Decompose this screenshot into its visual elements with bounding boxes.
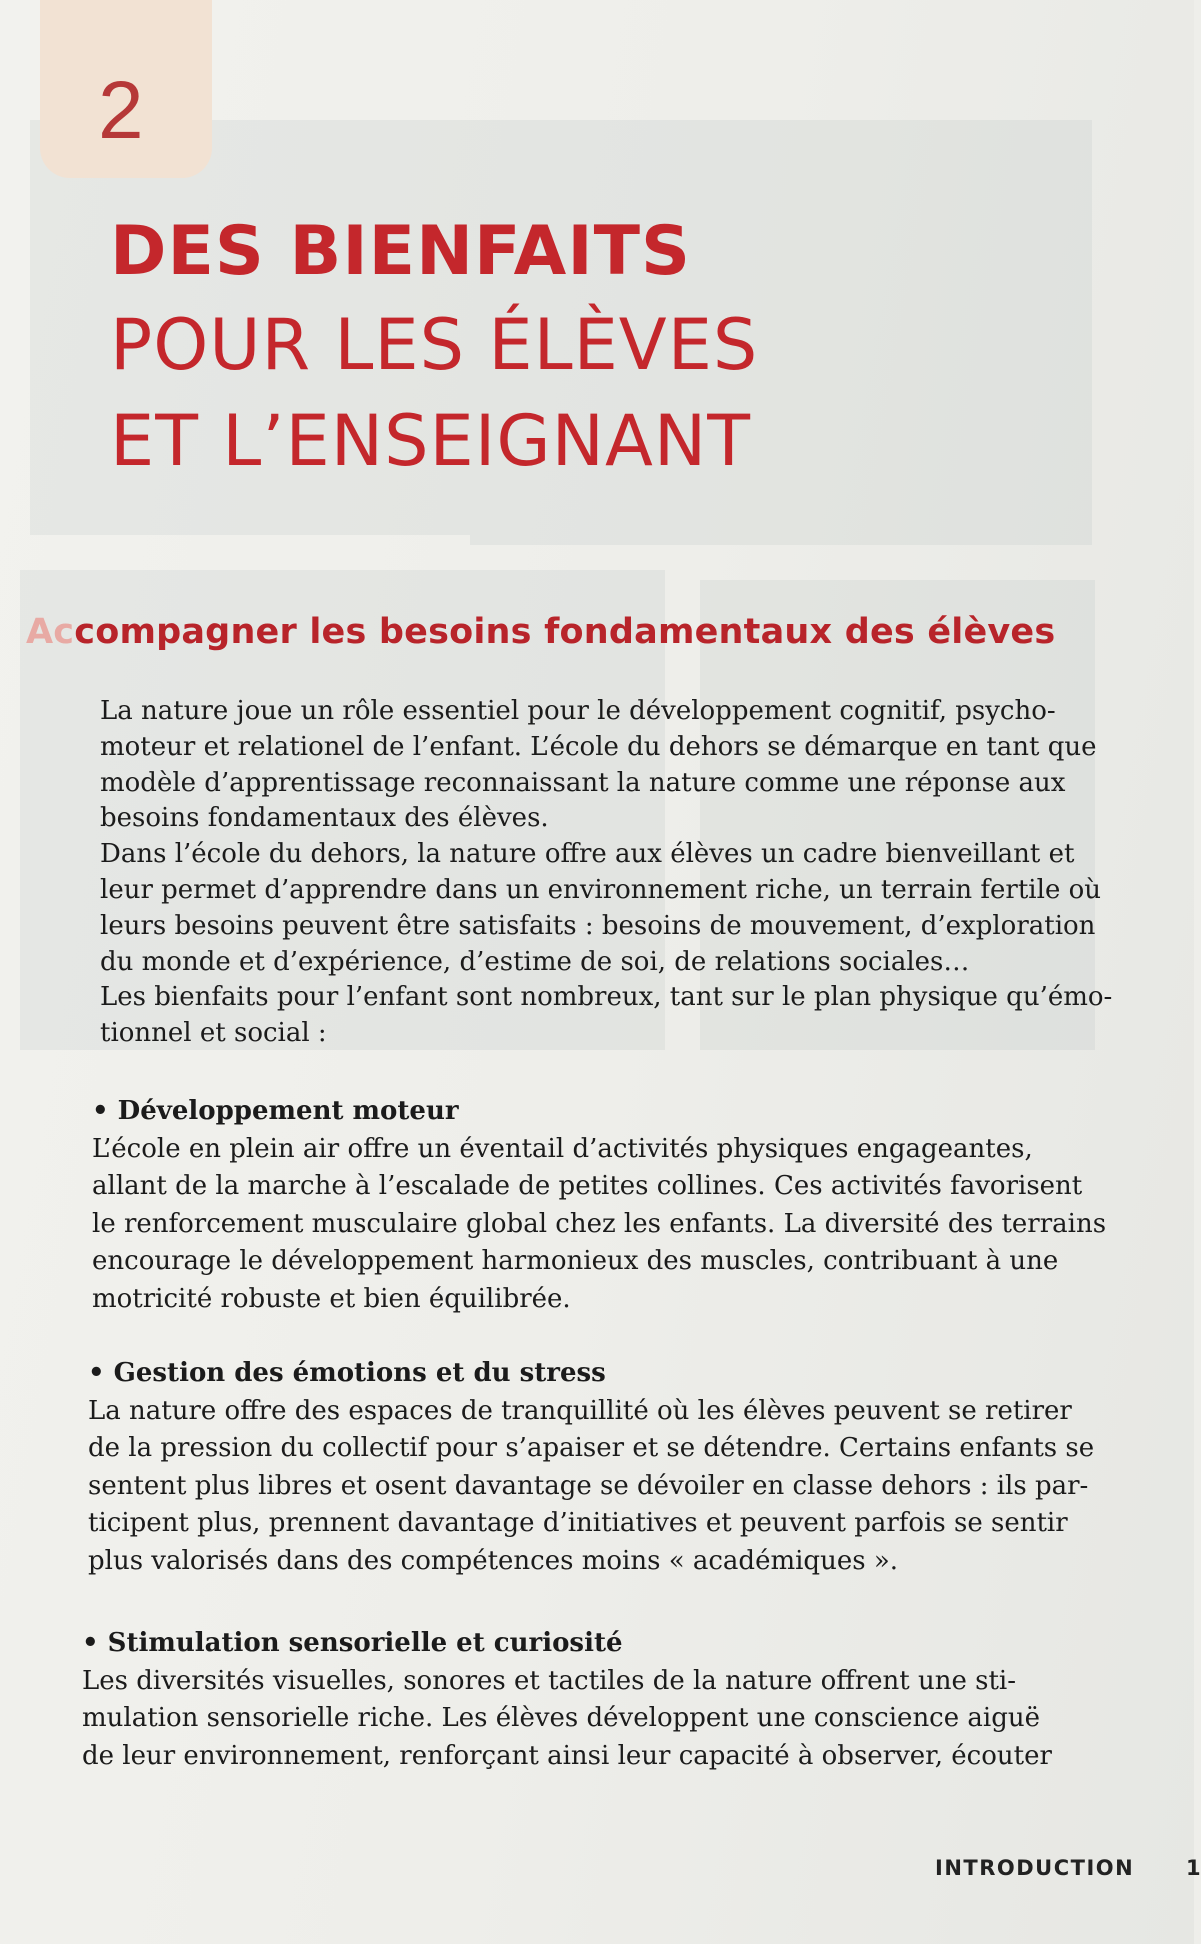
text-line: mulation sensorielle riche. Les élèves développent une conscience aiguë — [82, 1703, 1040, 1734]
text-line: Les diversités visuelles, sonores et tactiles de la nature offrent une sti- — [82, 1665, 1017, 1696]
text-line: tionnel et social : — [100, 1018, 327, 1049]
text-line: moteur et relationel de l’enfant. L’école du dehors se démarque en tant que — [100, 731, 1097, 762]
bullet-heading: • Gestion des émotions et du stress — [88, 1358, 606, 1388]
text-line: de la pression du collectif pour s’apaiser et se détendre. Certains enfants se — [88, 1433, 1095, 1464]
text-line: Les bienfaits pour l’enfant sont nombreux, tant sur le plan physique qu’émo- — [100, 982, 1113, 1013]
text-line: La nature joue un rôle essentiel pour le développement cognitif, psycho- — [100, 696, 1056, 726]
text-line: L’école en plein air offre un éventail d’activités physiques engageantes, — [92, 1133, 1033, 1164]
text-line: leur permet d’apprendre dans un environnement riche, un terrain fertile où — [100, 874, 1101, 905]
chapter-title — [110, 212, 1010, 502]
text-line: modèle d’apprentissage reconnaissant la nature comme une réponse aux — [100, 767, 1066, 798]
text-line: leurs besoins peuvent être satisfaits : besoins de mouvement, d’exploration — [100, 910, 1096, 941]
text-line: plus valorisés dans des compétences moins « académiques ». — [88, 1545, 898, 1576]
bullet-developpement-moteur — [92, 1093, 1132, 1319]
section-heading-rest: compagner les besoins fondamentaux des élèves — [74, 612, 1056, 652]
text-line: allant de la marche à l’escalade de petites collines. Ces activités favorisent — [92, 1171, 1083, 1202]
bullet-gestion-emotions — [88, 1355, 1128, 1581]
title-line-1: DES BIENFAITS — [110, 212, 691, 291]
text-line: Dans l’école du dehors, la nature offre aux élèves un cadre bienveillant et — [100, 839, 1075, 870]
text-line: le renforcement musculaire global chez les enfants. La diversité des terrains — [92, 1208, 1107, 1239]
text-line: sentent plus libres et osent davantage se dévoiler en classe dehors : ils par- — [88, 1470, 1089, 1501]
text-line: La nature offre des espaces de tranquillité où les élèves peuvent se retirer — [88, 1395, 1072, 1426]
bullet-heading: • Développement moteur — [92, 1096, 459, 1126]
text-line: ticipent plus, prennent davantage d’initiatives et peuvent parfois se sentir — [88, 1508, 1068, 1539]
text-line: du monde et d’expérience, d’estime de soi, de relations sociales… — [100, 946, 970, 977]
running-footer-label: INTRODUCTION — [935, 1856, 1135, 1880]
page-number: 1 — [1186, 1856, 1201, 1880]
chapter-number: 2 — [98, 65, 144, 156]
title-line-3: ET L’ENSEIGNANT — [110, 400, 752, 482]
text-line: besoins fondamentaux des élèves. — [100, 803, 549, 834]
text-line: de leur environnement, renforçant ainsi leur capacité à observer, écouter — [82, 1740, 1052, 1771]
intro-paragraph — [100, 694, 1120, 1052]
bullet-stimulation-sensorielle — [82, 1625, 1122, 1775]
section-heading — [26, 612, 1126, 652]
text-line: motricité robuste et bien équilibrée. — [92, 1283, 571, 1314]
section-heading-faded: Ac — [26, 612, 75, 652]
bullet-heading: • Stimulation sensorielle et curiosité — [82, 1628, 623, 1658]
title-line-2: POUR LES ÉLÈVES — [110, 304, 759, 386]
text-line: encourage le développement harmonieux des muscles, contribuant à une — [92, 1246, 1059, 1277]
